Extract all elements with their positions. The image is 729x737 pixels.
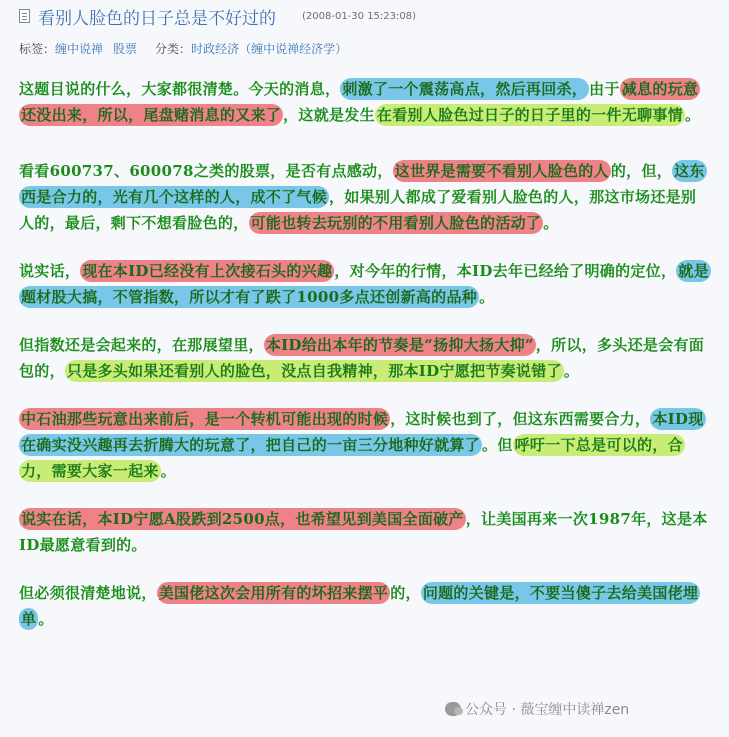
- highlight-red: 美国佬这次会用所有的坏招来摆平: [158, 584, 389, 602]
- highlight-blue: 就是题材股大搞，不管指数，所以才有了跌了1000多点还创新高的品种: [21, 262, 709, 306]
- paragraph: [19, 258, 709, 310]
- text: 。: [543, 214, 559, 232]
- text: 的，: [390, 584, 421, 602]
- highlight-blue: 本ID现在确实没兴趣再去折腾大的玩意了，把自己的一亩三分地种好就算了: [21, 410, 704, 454]
- post-body: [19, 76, 709, 654]
- text: 说实话，: [19, 262, 81, 280]
- highlight-blue: 刺激了一个震荡高点，然后再回杀，: [342, 80, 588, 98]
- document-icon: [19, 9, 30, 23]
- text: 。: [479, 288, 495, 306]
- text: ，对今年的行情，本ID去年已经给了明确的定位，: [334, 262, 677, 280]
- highlight-blue: 问题的关键是，不要当傻子去给美国佬埋单: [21, 584, 699, 628]
- category-label: 分类：: [155, 42, 192, 56]
- tag-link[interactable]: 缠中说禅: [55, 42, 104, 56]
- text: 这题目说的什么，大家都很清楚。今天的消息，: [19, 80, 341, 98]
- highlight-red: 这世界是需要不看别人脸色的人: [394, 162, 609, 180]
- highlight-green: 在看别人脸色过日子的日子里的一件无聊事情: [376, 106, 683, 124]
- watermark-text: 公众号 · 薇宝缠中读禅zen: [465, 702, 630, 718]
- tags-label: 标签：: [19, 42, 56, 56]
- highlight-red: 减息的玩意还没出来，所以，尾盘赌消息的又来了: [21, 80, 699, 124]
- highlight-red: 本ID给出本年的节奏是“扬抑大扬大抑”: [265, 336, 534, 354]
- text: 。: [563, 362, 580, 380]
- text: ，如果别人都成了爱看别人脸色的人，那这市场还是别人的，最后，剩下不想看脸色的，: [19, 188, 697, 232]
- text: 由于: [589, 80, 620, 98]
- text: ，所以，多头还是会有面包的，: [19, 336, 705, 380]
- text: 。: [160, 462, 177, 480]
- paragraph: [19, 76, 709, 128]
- text: 。: [38, 610, 54, 628]
- text: 但指数还是会起来的，在那展望里，: [19, 336, 264, 354]
- highlight-red: 说实在话，本ID宁愿A股跌到2500点，也希望见到美国全面破产: [21, 510, 464, 528]
- text: 的，但，: [610, 162, 673, 180]
- text: ，这就是发生: [283, 106, 375, 124]
- highlight-red: 可能也转去玩别的不用看别人脸色的活动了: [250, 214, 542, 232]
- highlight-green: 只是多头如果还看别人的脸色，没点自我精神，那本ID宁愿把节奏说错了: [66, 362, 562, 380]
- highlight-red: 中石油那些玩意出来前后，是一个转机可能出现的时候: [21, 410, 389, 428]
- paragraph: [19, 406, 709, 484]
- text: 。: [684, 106, 701, 124]
- text: 但必须很清楚地说，: [19, 584, 157, 602]
- highlight-green: 呼吁一下总是可以的，合力，需要大家一起来: [21, 436, 683, 480]
- paragraph: [19, 580, 709, 632]
- paragraph: [19, 506, 709, 558]
- category-link[interactable]: 时政经济（缠中说禅经济学）: [191, 42, 348, 56]
- tag-link[interactable]: 股票: [113, 42, 138, 56]
- paragraph: [19, 332, 709, 384]
- text: 。但: [482, 436, 513, 454]
- post-title[interactable]: 看别人脸色的日子总是不好过的: [38, 9, 276, 29]
- post-meta: [19, 40, 347, 57]
- text: ，这时候也到了，但这东西需要合力，: [390, 410, 651, 428]
- highlight-blue: 这东西是合力的，光有几个这样的人，成不了气候: [21, 162, 705, 206]
- text: 看看600737、600078之类的股票，是否有点感动，: [19, 162, 393, 180]
- wechat-icon: [445, 702, 461, 716]
- watermark: [445, 699, 629, 719]
- post-header: [0, 0, 729, 34]
- paragraph: [19, 158, 709, 236]
- post-date: (2008-01-30 15:23:08): [302, 11, 417, 22]
- text: ，让美国再来一次1987年，这是本ID最愿意看到的。: [19, 510, 708, 554]
- highlight-red: 现在本ID已经没有上次接石头的兴趣: [82, 262, 333, 280]
